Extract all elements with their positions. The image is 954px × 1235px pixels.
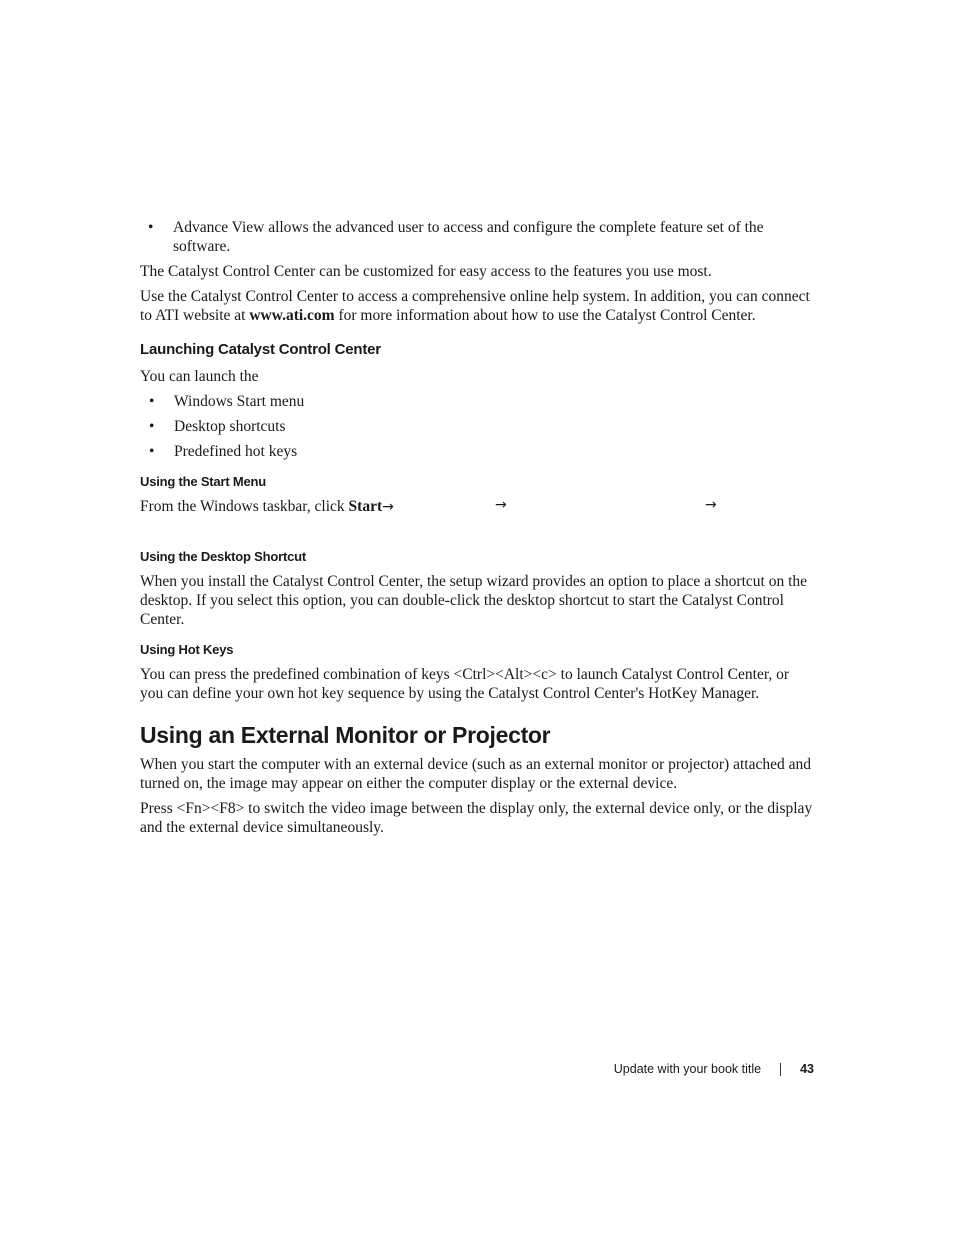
bullet-list-views [140,218,815,256]
bullet-text-hot-keys: Predefined hot keys [174,443,298,460]
bullet-marker: • [149,443,155,460]
bullet-text-advance-view: Advance View allows the advanced user to access and configure the complete feature set of the software. [173,219,764,255]
heading-launching: Launching Catalyst Control Center [140,341,381,358]
paragraph-external-1: When you start the computer with an external device (such as an external monitor or projector) attached and turned on, the image may appear on either the computer display or the external device. [140,756,811,792]
page-content [140,218,815,843]
bullet-marker: • [148,219,154,236]
start-menu-text: From the Windows taskbar, click [140,498,349,515]
list-item [140,417,815,436]
page-footer [614,1062,814,1076]
menu-arrow-icon: → [382,499,394,515]
bullet-list-launch [140,392,815,461]
heading-hot-keys: Using Hot Keys [140,642,234,657]
paragraph-customize: The Catalyst Control Center can be customized for easy access to the features you use most. [140,263,712,280]
list-item [140,442,815,461]
heading-desktop-shortcut: Using the Desktop Shortcut [140,549,306,564]
page-number: 43 [800,1062,814,1076]
footer-book-title: Update with your book title [613,1062,762,1076]
list-item [140,218,815,256]
bullet-text-desktop-shortcuts: Desktop shortcuts [174,418,286,435]
list-item [140,392,815,411]
bullet-marker: • [149,393,155,410]
menu-arrow-icon: → [495,497,507,513]
footer-separator [780,1063,781,1076]
heading-start-menu: Using the Start Menu [140,474,267,489]
start-menu-instruction [140,497,815,516]
ati-website-link[interactable]: www.ati.com [249,307,335,324]
bullet-text-start-menu: Windows Start menu [174,393,305,410]
menu-arrow-icon: → [705,497,717,513]
paragraph-help-after: for more information about how to use the Catalyst Control Center. [334,307,756,324]
paragraph-desktop-shortcut: When you install the Catalyst Control Center, the setup wizard provides an option to place a shortcut on the desktop. If you select this option, you can double-click the desktop shortcut to start the Catalyst Control Center. [140,573,808,628]
start-command: Start [348,498,383,515]
paragraph-external-2: Press <Fn><F8> to switch the video image between the display only, the external device only, or the display and the external device simultaneously. [140,800,813,836]
heading-external-monitor: Using an External Monitor or Projector [140,722,551,748]
bullet-marker: • [149,418,155,435]
paragraph-help-before: Use the Catalyst Control Center to access a comprehensive online help system. In addition, you can connect to ATI website at [140,288,810,324]
launch-intro: You can launch the [140,368,259,385]
paragraph-help [140,287,815,325]
paragraph-hot-keys: You can press the predefined combination of keys <Ctrl><Alt><c> to launch Catalyst Control Center, or you can define your own hot key sequence by using the Catalyst Control Center's HotKey Manager. [140,666,790,702]
